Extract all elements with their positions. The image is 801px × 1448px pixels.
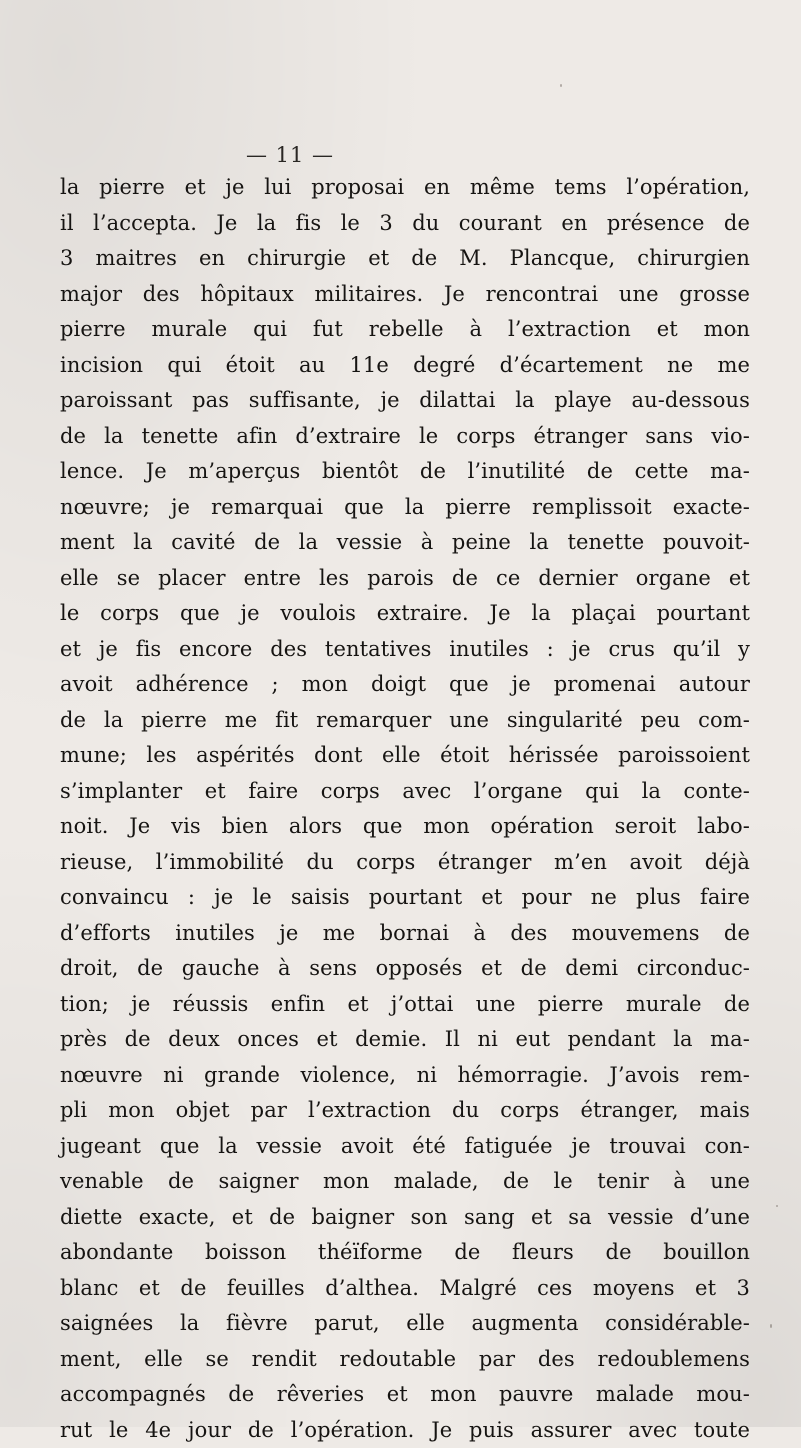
paper-speck bbox=[734, 330, 737, 333]
text-line: accompagnés de rêveries et mon pauvre malade mou- bbox=[60, 1377, 750, 1413]
text-line: nœuvre ni grande violence, ni hémorragie. J’avois rem- bbox=[60, 1058, 750, 1094]
text-line: d’efforts inutiles je me bornai à des mouvemens de bbox=[60, 916, 750, 952]
paper-speck bbox=[776, 1205, 778, 1207]
page-number: — 11 — bbox=[0, 143, 580, 167]
text-line: ment la cavité de la vessie à peine la tenette pouvoit- bbox=[60, 525, 750, 561]
paper-speck bbox=[560, 84, 562, 87]
text-line: la pierre et je lui proposai en même tems l’opération, bbox=[60, 170, 750, 206]
text-line: tion; je réussis enfin et j’ottai une pierre murale de bbox=[60, 987, 750, 1023]
text-line: rieuse, l’immobilité du corps étranger m’en avoit déjà bbox=[60, 845, 750, 881]
text-line: saignées la fièvre parut, elle augmenta considérable- bbox=[60, 1306, 750, 1342]
text-line: noit. Je vis bien alors que mon opération seroit labo- bbox=[60, 809, 750, 845]
text-line: abondante boisson théïforme de fleurs de bouillon bbox=[60, 1235, 750, 1271]
text-line: paroissant pas suffisante, je dilattai la playe au-dessous bbox=[60, 383, 750, 419]
text-line: 3 maitres en chirurgie et de M. Plancque, chirurgien bbox=[60, 241, 750, 277]
text-line: elle se placer entre les parois de ce dernier organe et bbox=[60, 561, 750, 597]
text-line: diette exacte, et de baigner son sang et sa vessie d’une bbox=[60, 1200, 750, 1236]
text-line: venable de saigner mon malade, de le tenir à une bbox=[60, 1164, 750, 1200]
text-line: de la tenette afin d’extraire le corps étranger sans vio- bbox=[60, 419, 750, 455]
text-line: droit, de gauche à sens opposés et de demi circonduc- bbox=[60, 951, 750, 987]
text-line: rut le 4e jour de l’opération. Je puis assurer avec toute bbox=[60, 1413, 750, 1448]
text-line: ment, elle se rendit redoutable par des redoublemens bbox=[60, 1342, 750, 1378]
text-line: et je fis encore des tentatives inutiles : je crus qu’il y bbox=[60, 632, 750, 668]
text-line: convaincu : je le saisis pourtant et pour ne plus faire bbox=[60, 880, 750, 916]
text-line: incision qui étoit au 11e degré d’écartement ne me bbox=[60, 348, 750, 384]
text-line: il l’accepta. Je la fis le 3 du courant en présence de bbox=[60, 206, 750, 242]
body-text bbox=[60, 170, 750, 1448]
text-line: avoit adhérence ; mon doigt que je promenai autour bbox=[60, 667, 750, 703]
text-line: de la pierre me fit remarquer une singularité peu com- bbox=[60, 703, 750, 739]
text-line: pierre murale qui fut rebelle à l’extraction et mon bbox=[60, 312, 750, 348]
text-line: major des hôpitaux militaires. Je rencontrai une grosse bbox=[60, 277, 750, 313]
paper-speck bbox=[770, 1324, 772, 1328]
text-line: mune; les aspérités dont elle étoit hérissée paroissoient bbox=[60, 738, 750, 774]
text-line: s’implanter et faire corps avec l’organe qui la conte- bbox=[60, 774, 750, 810]
text-line: pli mon objet par l’extraction du corps étranger, mais bbox=[60, 1093, 750, 1129]
text-line: blanc et de feuilles d’althea. Malgré ces moyens et 3 bbox=[60, 1271, 750, 1307]
text-line: jugeant que la vessie avoit été fatiguée je trouvai con- bbox=[60, 1129, 750, 1165]
text-line: près de deux onces et demie. Il ni eut pendant la ma- bbox=[60, 1022, 750, 1058]
text-line: lence. Je m’aperçus bientôt de l’inutilité de cette ma- bbox=[60, 454, 750, 490]
text-line: le corps que je voulois extraire. Je la plaçai pourtant bbox=[60, 596, 750, 632]
text-line: nœuvre; je remarquai que la pierre remplissoit exacte- bbox=[60, 490, 750, 526]
